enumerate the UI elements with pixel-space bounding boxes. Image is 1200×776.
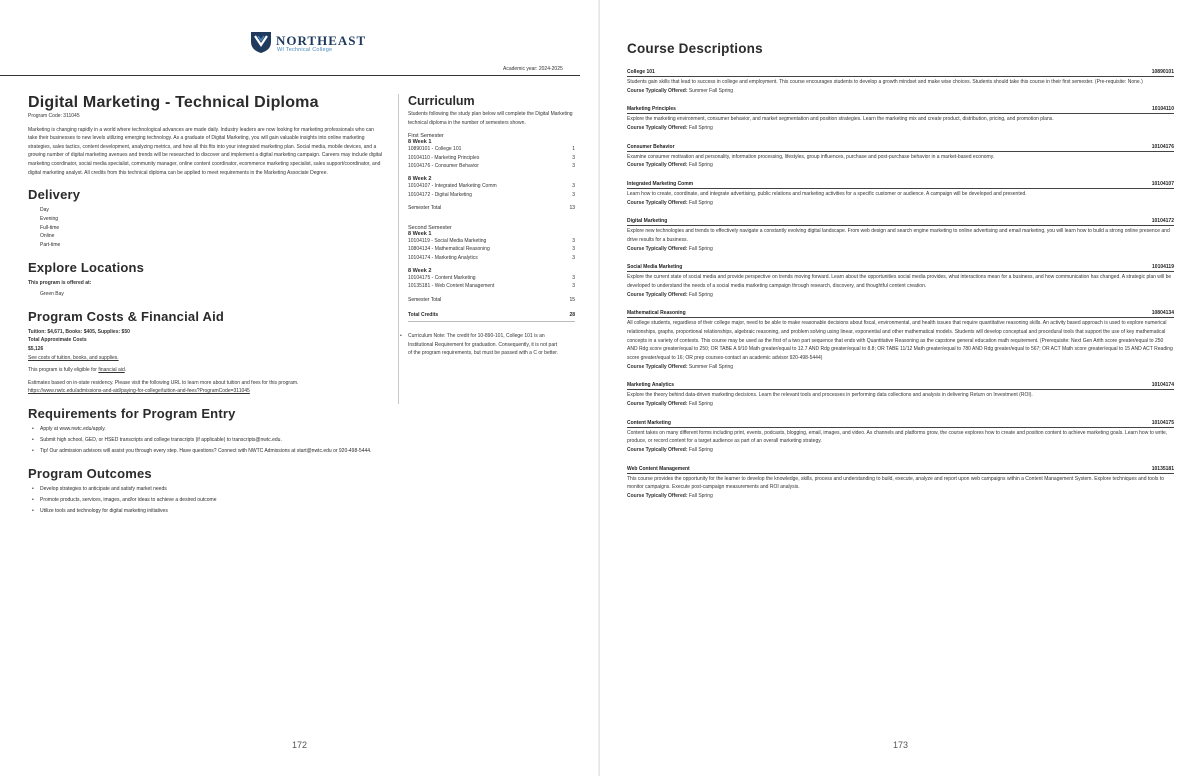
course-name: 10104176 - Consumer Behavior (408, 163, 479, 170)
course-description: Students gain skills that lead to success in college and employment. This course encourages students to develop a growth mindset and make wise choices. Students should take this course in their first semester. (Pre-requisite: None.) (627, 79, 1143, 85)
course-title: Marketing Analytics (627, 382, 675, 389)
week-title: 8 Week 2 (408, 175, 432, 182)
course-header (627, 466, 1174, 474)
financial-aid-link[interactable]: financial aid (98, 367, 125, 374)
course-row (408, 237, 575, 246)
course-title: Mathematical Reasoning (627, 310, 686, 317)
course-row (408, 274, 575, 283)
page-number-left: 172 (292, 740, 308, 750)
course-credits: 3 (572, 154, 575, 161)
semester-total-value: 15 (569, 296, 575, 303)
course-row (408, 182, 575, 191)
course-description: Explore the marketing environment, consumer behavior, and market segmentation and position strategies. Learn the marketing mix and create product, distribution, pricing, and promotion plans. (627, 116, 1054, 123)
course-title: Content Marketing (627, 419, 671, 426)
course-block (627, 218, 1174, 253)
course-title: Integrated Marketing Comm (627, 180, 694, 187)
offered-terms: Fall Spring (688, 245, 713, 252)
course-header (627, 382, 1174, 390)
offered-terms: Summer Fall Spring (688, 87, 734, 94)
course-number: 10104172 (1151, 218, 1174, 225)
delivery-item: Evening (40, 215, 59, 222)
delivery-item: Online (40, 233, 55, 240)
course-offered (627, 291, 1174, 300)
requirement-item: • Tip! Our admission advisors will assist you through every step. Have questions? Connect with NWTC Admissions at start@nwtc.edu or 920-498-5444. (32, 447, 383, 455)
course-description: Examine consumer motivation and personality, information processing, lifestyles, group influences, purchase and post-purchase behavior in a market-based economy. (627, 153, 995, 160)
course-offered (627, 492, 1174, 501)
course-title: Digital Marketing (627, 218, 668, 225)
offered-label: Course Typically Offered: (627, 363, 688, 370)
course-descriptions-heading: Course Descriptions (627, 41, 763, 56)
locations-heading: Explore Locations (28, 259, 145, 275)
course-header (627, 310, 1174, 318)
offered-terms: Summer Fall Spring (688, 363, 734, 370)
outcome-item: • Develop strategies to anticipate and satisfy market needs (32, 485, 383, 493)
course-header (627, 218, 1174, 226)
course-number: 10804134 (1151, 310, 1174, 317)
course-row (408, 191, 575, 200)
course-credits: 3 (572, 191, 575, 198)
course-description: This course provides the opportunity for the learner to develop the knowledge, skills, process and understanding to build, execute, analyze and report upon web campaigns within a Content Management System. Explore techniques and tools to monitor campaigns. Execute post-campaign measurements and ROI analysis. (627, 475, 1164, 491)
course-name: 10104110 - Marketing Principles (408, 154, 480, 161)
delivery-item: Part-time (40, 241, 61, 248)
course-block (627, 420, 1174, 455)
course-row (408, 162, 575, 171)
course-name: 10104175 - Content Marketing (408, 274, 476, 281)
academic-year: Academic year: 2024-2025 (503, 66, 563, 72)
course-title: Web Content Management (627, 465, 690, 472)
course-credits: 3 (572, 246, 575, 253)
course-number: 10104119 (1152, 264, 1174, 271)
course-header (627, 69, 1174, 77)
tuition-line: Tuition: $4,671, Books: $405, Supplies: $50 (28, 328, 130, 335)
offered-label: Course Typically Offered: (627, 401, 688, 407)
course-block (627, 310, 1174, 371)
semester-title: Second Semester (408, 224, 452, 231)
curriculum-intro: Students following the study plan below will complete the Digital Marketing technical diploma in the number of semesters shown. (408, 111, 573, 126)
course-title: College 101 (627, 69, 655, 75)
course-offered (627, 199, 1174, 208)
offered-terms: Fall Spring (688, 447, 713, 453)
total-costs-value: $5,126 (28, 346, 44, 353)
course-offered (627, 161, 1174, 170)
semester-total (408, 296, 575, 305)
course-title: Marketing Principles (627, 106, 676, 113)
week-title: 8 Week 1 (408, 139, 432, 146)
course-offered (627, 446, 1174, 455)
course-credits: 3 (572, 237, 575, 244)
program-description: Marketing is changing rapidly in a world where technological advances are made daily. Industry leaders are now looking for marketing professionals who can take their businesses to new levels utilizing emerging technology. As a graduate of Digital Marketing, you will gain valuable insights into online marketing strategies, sales tactics, content development, analyzing metrics, and how all this fits into your integrated marketing plan. Social media, mobile devices, and a growing number of digital marketing avenues and trends will be researched to discover and implement a digital marketing campaign. Careers may include digital marketing coordinator, social media specialist, community manager, online content coordinator, ecommerce marketing specialist, sales support/coordinator, and digital marketing analyst. All credits from this technical diploma can be applied to meet requirements in the Marketing Associate Degree. (28, 126, 383, 176)
total-credits-value: 28 (569, 312, 575, 319)
course-descriptions-list (627, 69, 1174, 512)
costs-heading: Program Costs & Financial Aid (28, 308, 225, 324)
course-row (408, 145, 575, 154)
course-credits: 3 (572, 274, 575, 281)
estimate-note: Estimates based on in-state residency. Please visit the following URL to learn more about tuition and fees for this program. (28, 379, 299, 386)
course-header (627, 264, 1174, 272)
course-number: 10104107 (1151, 180, 1174, 187)
delivery-list (28, 206, 383, 250)
financial-aid-suffix: . (124, 367, 127, 374)
offered-terms: Fall Spring (688, 493, 713, 499)
header-divider (0, 75, 580, 76)
offered-terms: Fall Spring (688, 401, 713, 407)
delivery-item: Day (40, 207, 49, 214)
course-header (627, 181, 1174, 189)
course-row (408, 254, 575, 263)
offered-label: Course Typically Offered: (627, 87, 688, 94)
course-credits: 3 (572, 283, 575, 290)
course-name: 10135181 - Web Content Management (408, 283, 495, 290)
curriculum-heading: Curriculum (408, 94, 475, 108)
course-number: 10135181 (1151, 465, 1174, 472)
curriculum-column (398, 94, 575, 404)
course-name: 10104107 - Integrated Marketing Comm (408, 182, 497, 189)
offered-label: Course Typically Offered: (627, 199, 688, 206)
outcomes-list (28, 485, 383, 516)
course-description: Explore the theory behind data-driven marketing decisions. Learn the relevant tools and processes in performing data collections and analysis in delivering Return on Investment (ROI). (627, 392, 1033, 399)
program-overview (28, 94, 383, 518)
offered-terms: Fall Spring (688, 291, 713, 298)
course-row (408, 245, 575, 254)
course-block (627, 144, 1174, 170)
course-block (627, 382, 1174, 408)
course-block (627, 264, 1174, 299)
delivery-heading: Delivery (28, 187, 81, 203)
offered-label: Course Typically Offered: (627, 447, 688, 453)
costs-link[interactable]: See costs of tuition, books, and supplies. (28, 354, 119, 361)
course-description: All college students, regardless of their college major, need to be able to make reasonable decisions about fiscal, environmental, and health issues that require quantitative reasoning skills. An activity based approach is used to explore numerical relationships, graphs, proportional relationships, algebraic reasoning, and problem solving using linear, exponential and other mathematical models. Students will develop conceptual and procedural tools that support the use of key mathematical concepts in a variety of contexts. This course may be used as the first of a two part sequence that ends with Quantitative Reasoning as the capstone general education math requirement. (Prerequisite: Next Gen Arith score greater/equal to 250 AND Rdg score greater/equal to 250; OR TABE A 9/10 Math greater/equal to 12.7 AND Rdg greater/equal to 8.8; OR TABE 11/12 Math greater/equal to 780 AND Rdg greater/equal to 567; OR ACT Math score greater/equal to 15 AND ACT Reading score greater/equal to 16; OR prep courses-contact an academic advisor 920-498-5444) (627, 320, 1173, 361)
course-block (627, 181, 1174, 207)
course-number: 10104110 (1152, 106, 1174, 113)
logo-subtitle: WI Technical College (277, 47, 333, 53)
course-description: Explore new technologies and trends to effectively navigate a constantly evolving digital landscape. From web design and search engine marketing to online advertising and email marketing, you will learn how to build a strong online presence and drive results for a business. (627, 228, 1170, 243)
course-name: 10104119 - Social Media Marketing (408, 237, 487, 244)
offered-label: Course Typically Offered: (627, 125, 688, 131)
requirements-list (28, 425, 383, 456)
logo-name: NORTHEAST (276, 33, 367, 48)
course-offered (627, 400, 1174, 409)
total-credits (408, 312, 575, 322)
course-name: 10104172 - Digital Marketing (408, 191, 472, 198)
requirement-item: • Submit high school, GED, or HSED transcripts and college transcripts (if applicable) to transcripts@nwtc.edu. (32, 436, 383, 444)
course-credits: 3 (572, 182, 575, 189)
shield-logo-icon (250, 30, 272, 54)
semester-total-label: Semester Total (408, 205, 442, 212)
course-number: 10890101 (1151, 69, 1174, 75)
course-row (408, 282, 575, 291)
course-credits: 3 (572, 254, 575, 261)
course-name: 10890101 - College 101 (408, 146, 462, 153)
course-number: 10104176 (1151, 143, 1174, 150)
course-block (627, 466, 1174, 501)
course-name: 10804134 - Mathematical Reasoning (408, 246, 490, 253)
total-costs-label: Total Approximate Costs (28, 337, 87, 344)
course-block (627, 106, 1174, 132)
offered-terms: Fall Spring (688, 199, 713, 206)
course-offered (627, 124, 1174, 133)
course-title: Social Media Marketing (627, 264, 683, 271)
course-offered (627, 245, 1174, 254)
location-item: Green Bay (40, 291, 64, 298)
course-offered (627, 87, 1174, 96)
course-description: Learn how to create, coordinate, and integrate advertising, public relations and marketing activities for a specific customer or audience. A campaign will be developed and presented. (627, 190, 1027, 197)
offered-terms: Fall Spring (688, 125, 713, 131)
page-number-right: 173 (893, 740, 909, 750)
semester-total-value: 13 (569, 205, 575, 212)
program-title: Digital Marketing - Technical Diploma (28, 94, 319, 111)
total-credits-label: Total Credits (408, 312, 439, 319)
requirements-heading: Requirements for Program Entry (28, 406, 236, 422)
outcome-item: • Utilize tools and technology for digital marketing initiatives (32, 507, 383, 515)
outcome-item: • Promote products, services, images, and/or ideas to achieve a desired outcome (32, 496, 383, 504)
course-description: Explore the current state of social media and provide perspective on trends moving forward. Learn about the opportunities social media provides, what interactions mean for a business, and how communication has changed. A strategic plan will be developed to understand the needs of a social media marketing campaign through research, discovery, and thoughtful content creation. (627, 274, 1172, 289)
financial-aid-prefix: This program is fully eligible for (28, 367, 99, 374)
offered-label: Course Typically Offered: (627, 245, 688, 252)
semester-title: First Semester (408, 133, 444, 140)
course-offered (627, 363, 1174, 372)
offered-label: Course Typically Offered: (627, 291, 688, 298)
course-row (408, 154, 575, 163)
outcomes-heading: Program Outcomes (28, 465, 152, 481)
course-header (627, 144, 1174, 152)
tuition-url-link[interactable]: https://www.nwtc.edu/admissions-and-aid/paying-for-college/tuition-and-fees?ProgramCode=311045 (28, 388, 250, 395)
week-title: 8 Week 2 (408, 267, 432, 274)
course-number: 10104174 (1151, 382, 1174, 389)
requirement-item: • Apply at www.nwtc.edu/apply. (32, 425, 383, 433)
semester-total-label: Semester Total (408, 296, 442, 303)
course-header (627, 106, 1174, 114)
locations-intro: This program is offered at: (28, 279, 92, 286)
curriculum-note: • Curriculum Note: The credit for 10-890-101, College 101 is an Institutional Requirement for graduation. Consequently, it is not part of the program requirements, but must be passed with a C or better. (399, 332, 559, 357)
offered-label: Course Typically Offered: (627, 493, 688, 499)
financial-aid-line (28, 366, 383, 375)
college-logo (250, 30, 367, 58)
course-block (627, 69, 1174, 95)
course-title: Consumer Behavior (627, 143, 675, 150)
offered-terms: Fall Spring (688, 162, 713, 169)
course-description: Content takes on many different forms including print, events, podcasts, blogging, email, images, and video. As channels and platforms grow, the course explores how to create and position content to achieve marketing goals. Learn how to write, produce, or record content for a target audience as part of an overall marketing strategy. (627, 429, 1168, 445)
offered-label: Course Typically Offered: (627, 162, 688, 169)
program-code: Program Code: 311045 (28, 113, 80, 119)
course-header (627, 420, 1174, 428)
semester-total (408, 204, 575, 213)
week-title: 8 Week 1 (408, 230, 432, 237)
course-name: 10104174 - Marketing Analytics (408, 254, 478, 261)
delivery-item: Full-time (40, 224, 60, 231)
course-credits: 1 (572, 146, 575, 153)
course-credits: 3 (572, 163, 575, 170)
course-number: 10104175 (1151, 419, 1174, 426)
